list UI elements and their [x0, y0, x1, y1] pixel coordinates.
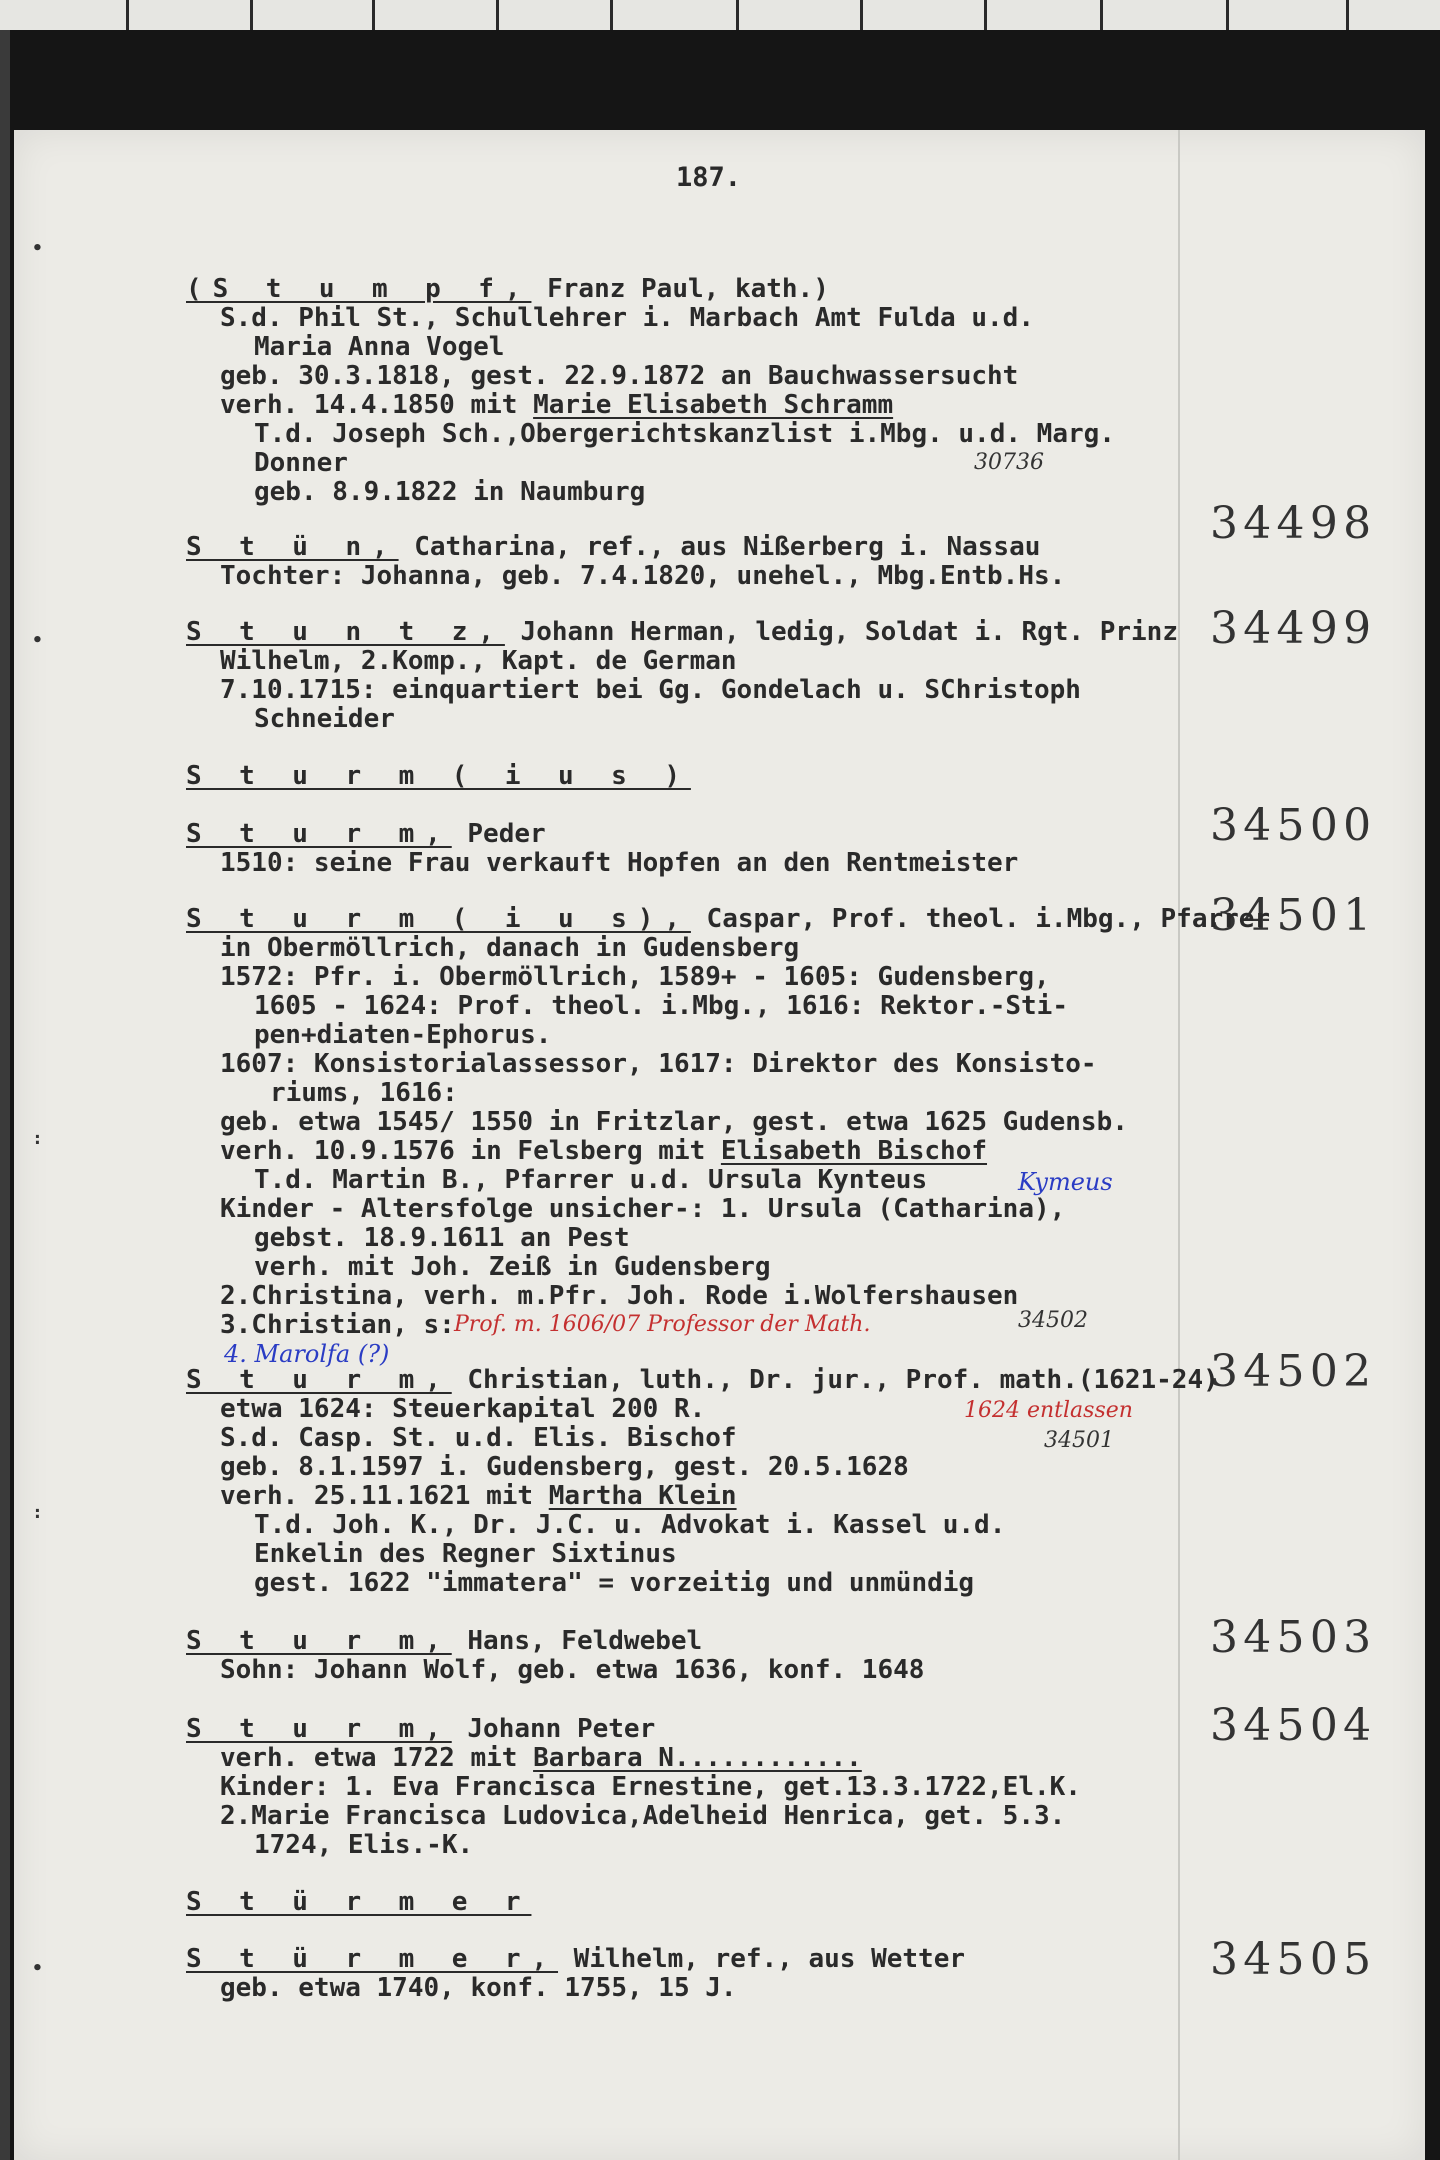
entry-line: geb. etwa 1545/ 1550 in Fritzlar, gest. etwa 1625 Gudensb. [220, 1107, 1128, 1137]
punch-mark: • [32, 630, 43, 651]
entry-surname: S t u r m, [186, 819, 452, 849]
entry-heading-details: Johann Herman, ledig, Soldat i. Rgt. Prinz [504, 617, 1178, 647]
entry-line: 1724, Elis.-K. [254, 1830, 474, 1860]
entry-line: 3.Christian, s: [220, 1310, 455, 1340]
section-heading: S t u r m ( i u s ) [186, 761, 691, 791]
spouse-name: Elisabeth Bischof [720, 1136, 988, 1166]
entry-line: 2.Marie Francisca Ludovica,Adelheid Henrica, get. 5.3. [220, 1801, 1066, 1831]
entry-surname: S t u r m, [186, 1365, 452, 1395]
section-heading: S t ü r m e r [186, 1887, 532, 1917]
handwritten-note: 4. Marolfa (?) [224, 1340, 390, 1368]
index-card-page [14, 130, 1425, 2160]
marriage-prefix: verh. 14.4.1850 mit [220, 390, 534, 420]
margin-rule [1178, 130, 1180, 2160]
entry-heading [186, 905, 1270, 934]
entry-heading [186, 1366, 1219, 1395]
entry-line: geb. 8.1.1597 i. Gudensberg, gest. 20.5.1628 [220, 1452, 909, 1482]
entry-number: 34501 [1210, 890, 1377, 941]
handwritten-reference: 34502 [1018, 1308, 1088, 1333]
entry-line: geb. 30.3.1818, gest. 22.9.1872 an Bauchwassersucht [220, 361, 1019, 391]
entry-line: Kinder - Altersfolge unsicher-: 1. Ursula (Catharina), [220, 1194, 1066, 1224]
punch-mark: : [32, 1128, 43, 1149]
entry-number: 34504 [1210, 1700, 1377, 1751]
spouse-name: Barbara N............ [533, 1743, 862, 1773]
entry-line: pen+diaten-Ephorus. [254, 1020, 552, 1050]
handwritten-note: Prof. m. 1606/07 Professor der Math. [454, 1312, 871, 1337]
entry-line: 2.Christina, verh. m.Pfr. Joh. Rode i.Wolfershausen [220, 1281, 1019, 1311]
entry-heading [186, 618, 1178, 647]
entry-heading-details: Peder [451, 819, 546, 849]
entry-line: Tochter: Johanna, geb. 7.4.1820, unehel., Mbg.Entb.Hs. [220, 561, 1066, 591]
entry-heading [186, 820, 546, 849]
entry-heading [186, 1627, 702, 1656]
handwritten-note: 1624 entlassen [964, 1398, 1133, 1423]
marriage-prefix: verh. 25.11.1621 mit [220, 1481, 549, 1511]
spouse-name: Martha Klein [548, 1481, 737, 1511]
entry-heading [186, 275, 829, 304]
film-top-strip [0, 0, 1440, 30]
marriage-prefix: verh. etwa 1722 mit [220, 1743, 534, 1773]
entry-heading-details: Franz Paul, kath.) [531, 274, 829, 304]
entry-heading-details: Wilhelm, ref., aus Wetter [558, 1944, 966, 1974]
entry-heading [186, 1715, 655, 1744]
punch-mark: • [32, 238, 43, 259]
entry-line: 1605 - 1624: Prof. theol. i.Mbg., 1616: Rektor.-Sti- [254, 991, 1068, 1021]
entry-line: Kinder: 1. Eva Francisca Ernestine, get.13.3.1722,El.K. [220, 1772, 1081, 1802]
entry-line: Wilhelm, 2.Komp., Kapt. de German [220, 646, 737, 676]
entry-heading-details: Catharina, ref., aus Nißerberg i. Nassau [398, 532, 1041, 562]
entry-line: gest. 1622 "immatera" = vorzeitig und unmündig [254, 1568, 975, 1598]
entry-heading [186, 1945, 965, 1974]
entry-line: 1607: Konsistorialassessor, 1617: Direktor des Konsisto- [220, 1049, 1097, 1079]
handwritten-reference: 30736 [974, 450, 1044, 475]
entry-line: etwa 1624: Steuerkapital 200 R. [220, 1394, 706, 1424]
entry-line: geb. 8.9.1822 in Naumburg [254, 477, 646, 507]
entry-surname: S t u r m, [186, 1714, 452, 1744]
entry-line: in Obermöllrich, danach in Gudensberg [220, 933, 800, 963]
entry-heading-details: Johann Peter [451, 1714, 656, 1744]
entry-line: T.d. Martin B., Pfarrer u.d. Ursula Kynteus [254, 1165, 928, 1195]
entry-line: 1510: seine Frau verkauft Hopfen an den Rentmeister [220, 848, 1019, 878]
entry-number: 34499 [1210, 603, 1377, 654]
entry-number: 34502 [1210, 1346, 1377, 1397]
entry-surname: S t u r m ( i u s), [186, 904, 691, 934]
entry-line: riums, 1616: [270, 1078, 458, 1108]
entry-line [220, 1744, 862, 1773]
entry-number: 34503 [1210, 1612, 1377, 1663]
entry-line: T.d. Joh. K., Dr. J.C. u. Advokat i. Kassel u.d. [254, 1510, 1006, 1540]
entry-line: S.d. Casp. St. u.d. Elis. Bischof [220, 1423, 737, 1453]
entry-surname: S t ü r m e r, [186, 1944, 559, 1974]
punch-mark: • [32, 1958, 43, 1979]
entry-number: 34500 [1210, 800, 1377, 851]
marriage-prefix: verh. 10.9.1576 in Felsberg mit [220, 1136, 721, 1166]
entry-line [220, 1482, 737, 1511]
entry-line: Maria Anna Vogel [254, 332, 505, 362]
film-left-edge [0, 30, 10, 2160]
page-number: 187. [676, 162, 742, 193]
handwritten-correction: Kymeus [1018, 1168, 1113, 1196]
entry-line: geb. etwa 1740, konf. 1755, 15 J. [220, 1973, 737, 2003]
entry-number: 34505 [1210, 1934, 1377, 1985]
entry-surname: (S t u m p f, [186, 274, 532, 304]
entry-heading-details: Caspar, Prof. theol. i.Mbg., Pfarrer [690, 904, 1271, 934]
entry-line: 7.10.1715: einquartiert bei Gg. Gondelach u. SChristoph [220, 675, 1081, 705]
entry-line: Schneider [254, 704, 395, 734]
entry-line: verh. mit Joh. Zeiß in Gudensberg [254, 1252, 771, 1282]
entry-surname: S t u n t z, [186, 617, 505, 647]
entry-line [220, 391, 893, 420]
entry-line: Enkelin des Regner Sixtinus [254, 1539, 677, 1569]
entry-surname: S t u r m, [186, 1626, 452, 1656]
entry-heading [186, 533, 1040, 562]
entry-line: gebst. 18.9.1611 an Pest [254, 1223, 630, 1253]
entry-line [220, 1137, 987, 1166]
entry-line: 1572: Pfr. i. Obermöllrich, 1589+ - 1605: Gudensberg, [220, 962, 1050, 992]
punch-mark: : [32, 1502, 43, 1523]
entry-line: T.d. Joseph Sch.,Obergerichtskanzlist i.Mbg. u.d. Marg. [254, 419, 1115, 449]
entry-heading-details: Hans, Feldwebel [451, 1626, 703, 1656]
entry-line: Donner [254, 448, 348, 478]
spouse-name: Marie Elisabeth Schramm [533, 390, 894, 420]
entry-number: 34498 [1210, 498, 1377, 549]
handwritten-reference: 34501 [1044, 1428, 1114, 1453]
entry-line: S.d. Phil St., Schullehrer i. Marbach Amt Fulda u.d. [220, 303, 1034, 333]
entry-line: Sohn: Johann Wolf, geb. etwa 1636, konf. 1648 [220, 1655, 925, 1685]
entry-surname: S t ü n, [186, 532, 399, 562]
entry-heading-details: Christian, luth., Dr. jur., Prof. math.(1621-24) [451, 1365, 1219, 1395]
